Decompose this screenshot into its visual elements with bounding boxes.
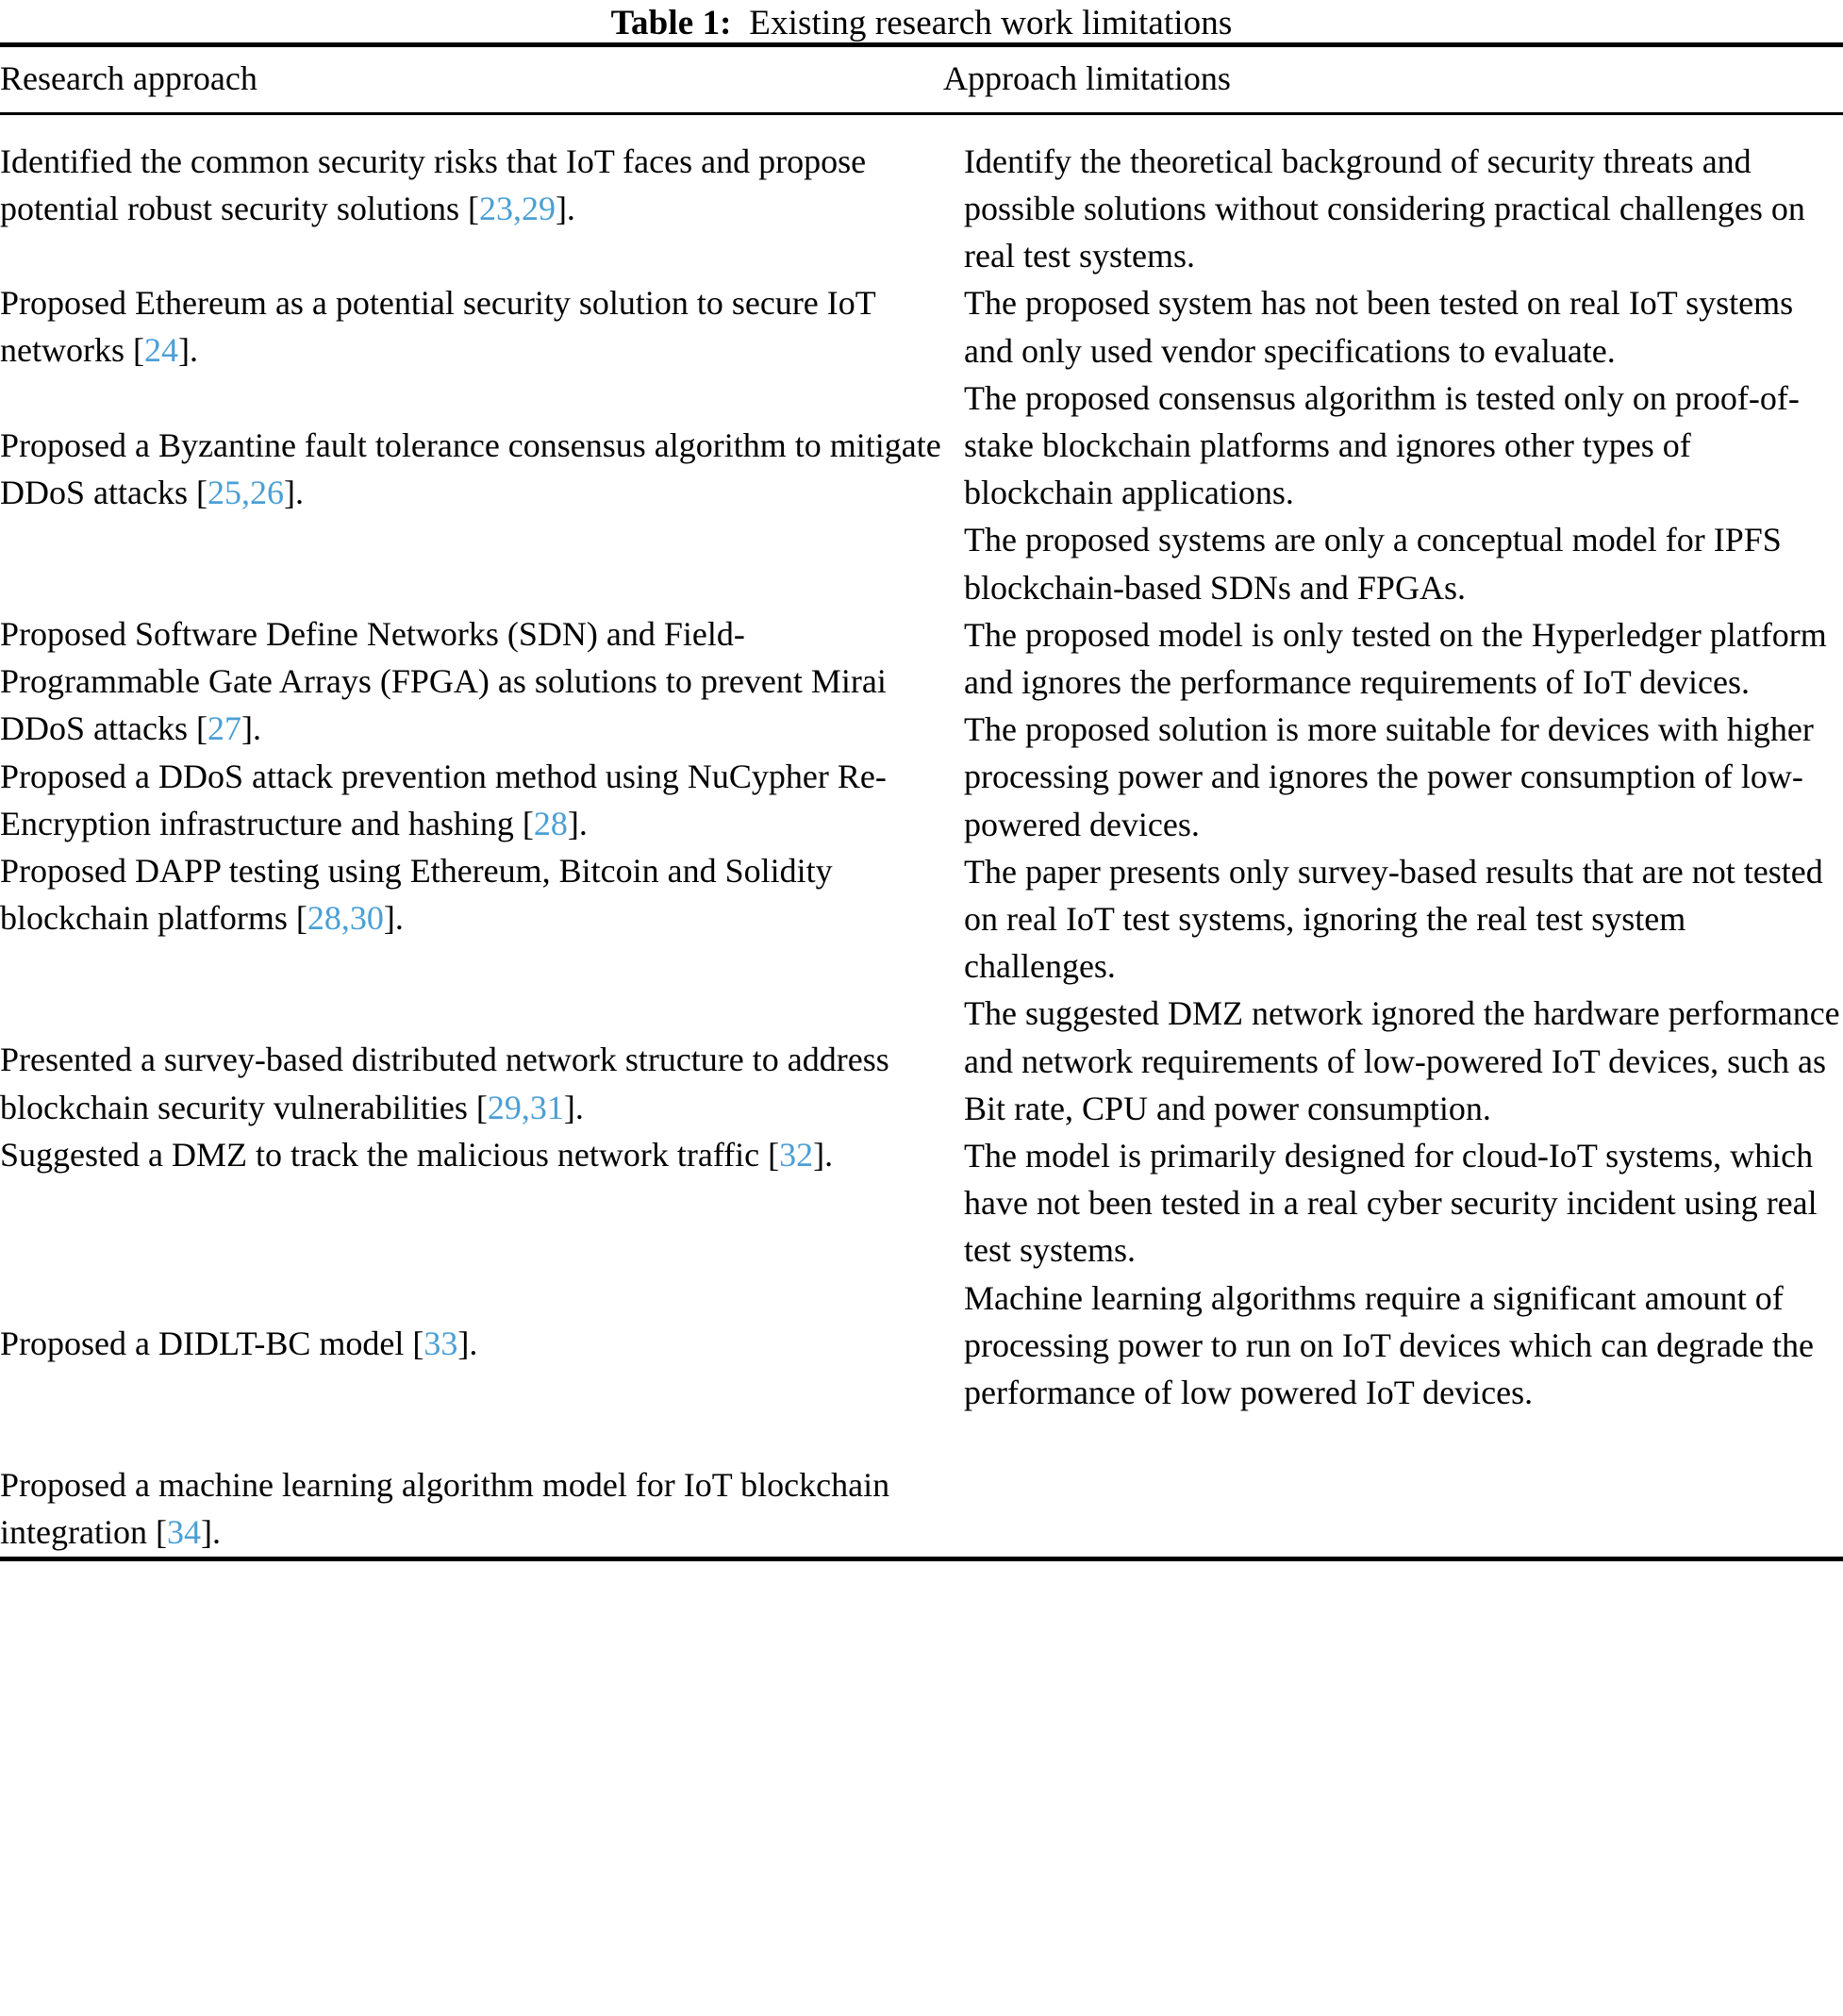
list-item: The proposed model is only tested on the Hyperledger platform and ignores the performance requirements of IoT devices. <box>964 615 1827 701</box>
citation-ref[interactable]: 29,31 <box>487 1088 564 1126</box>
approach-text: Proposed Ethereum as a potential security solution to secure IoT networks [ <box>0 284 876 370</box>
approach-limitations-cell <box>943 117 1843 1558</box>
citation-ref[interactable]: 23,29 <box>478 189 556 227</box>
list-item <box>0 422 943 516</box>
list-item <box>0 117 943 232</box>
approach-text: Proposed a DDoS attack prevention method using NuCypher Re-Encryption infrastructure and hashing [ <box>0 757 887 842</box>
list-item <box>0 753 943 847</box>
approach-limitations-list <box>943 117 1843 1433</box>
approach-text-tail: ]. <box>555 189 575 227</box>
list-item: The proposed systems are only a conceptual model for IPFS blockchain-based SDNs and FPGAs. <box>964 521 1782 607</box>
list-item: The proposed consensus algorithm is tested only on proof-of-stake blockchain platforms and ignores other types of blockchain applications. <box>964 378 1800 512</box>
citation-ref[interactable]: 34 <box>166 1513 201 1552</box>
list-item: The suggested DMZ network ignored the hardware performance and network requirements of low-powered IoT devices, such as Bit rate, CPU and power consumption. <box>964 994 1840 1127</box>
approach-text-tail: ]. <box>200 1513 221 1552</box>
list-item <box>0 847 943 941</box>
column-header-approach-limitations: Approach limitations <box>943 58 1231 97</box>
approach-text-tail: ]. <box>563 1088 584 1126</box>
approach-text: Proposed Software Define Networks (SDN) and Field-Programmable Gate Arrays (FPGA) as solutions to prevent Mirai DDoS attacks [ <box>0 614 887 748</box>
approach-text: Proposed a Byzantine fault tolerance consensus algorithm to mitigate DDoS attacks [ <box>0 425 941 511</box>
research-approach-cell <box>0 117 943 1558</box>
approach-text: Proposed DAPP testing using Ethereum, Bitcoin and Solidity blockchain platforms [ <box>0 851 833 938</box>
approach-text: Proposed a DIDLT-BC model [ <box>0 1324 424 1362</box>
column-header-research-approach: Research approach <box>0 58 257 97</box>
approach-text-tail: ]. <box>241 709 261 748</box>
citation-ref[interactable]: 24 <box>143 331 178 370</box>
list-item <box>0 1320 943 1367</box>
list-item <box>0 1036 943 1130</box>
table-body-row <box>0 117 1843 1558</box>
list-item <box>0 279 943 374</box>
list-item: Machine learning algorithms require a significant amount of processing power to run on IoT devices which can degrade the performance of low powered IoT devices. <box>964 1278 1815 1411</box>
table-header-row <box>0 49 1843 113</box>
approach-text: Identified the common security risks that IoT faces and propose potential robust security solutions [ <box>0 142 867 227</box>
list-item <box>0 1131 943 1178</box>
caption-text: Existing research work limitations <box>749 4 1233 42</box>
research-approach-list <box>0 117 943 1557</box>
citation-ref[interactable]: 32 <box>779 1135 814 1174</box>
approach-text-tail: ]. <box>383 899 404 938</box>
list-item <box>0 1461 943 1556</box>
approach-text-tail: ]. <box>813 1135 834 1174</box>
list-item: The proposed solution is more suitable for devices with higher processing power and ignores the power consumption of low-powered devices. <box>964 710 1814 843</box>
list-item: The model is primarily designed for cloud-IoT systems, which have not been tested in a real cyber security incident using real test systems. <box>964 1136 1818 1270</box>
list-item <box>0 610 943 753</box>
approach-text-tail: ]. <box>457 1324 478 1362</box>
list-item: The paper presents only survey-based results that are not tested on real IoT test systems, ignoring the real test system challenges. <box>964 852 1823 986</box>
research-limitations-table <box>0 42 1843 1563</box>
table-rule-bottom <box>0 1558 1843 1563</box>
citation-ref[interactable]: 33 <box>423 1324 458 1362</box>
caption-label: Table 1: <box>610 4 732 42</box>
table-caption <box>0 0 1843 42</box>
approach-text: Proposed a machine learning algorithm model for IoT blockchain integration [ <box>0 1466 890 1552</box>
citation-ref[interactable]: 25,26 <box>207 473 284 511</box>
list-item: The proposed system has not been tested on real IoT systems and only used vendor specifications to evaluate. <box>964 284 1794 370</box>
citation-ref[interactable]: 28,30 <box>307 899 384 938</box>
approach-text-tail: ]. <box>283 473 304 511</box>
approach-text-tail: ]. <box>177 331 198 370</box>
citation-ref[interactable]: 28 <box>533 804 568 842</box>
citation-ref[interactable]: 27 <box>207 709 241 748</box>
approach-text: Presented a survey-based distributed network structure to address blockchain security vulnerabilities [ <box>0 1041 889 1126</box>
approach-text-tail: ]. <box>567 804 588 842</box>
list-item: Identify the theoretical background of security threats and possible solutions without considering practical challenges on real test systems. <box>964 142 1805 275</box>
approach-text: Suggested a DMZ to track the malicious network traffic [ <box>0 1135 780 1174</box>
